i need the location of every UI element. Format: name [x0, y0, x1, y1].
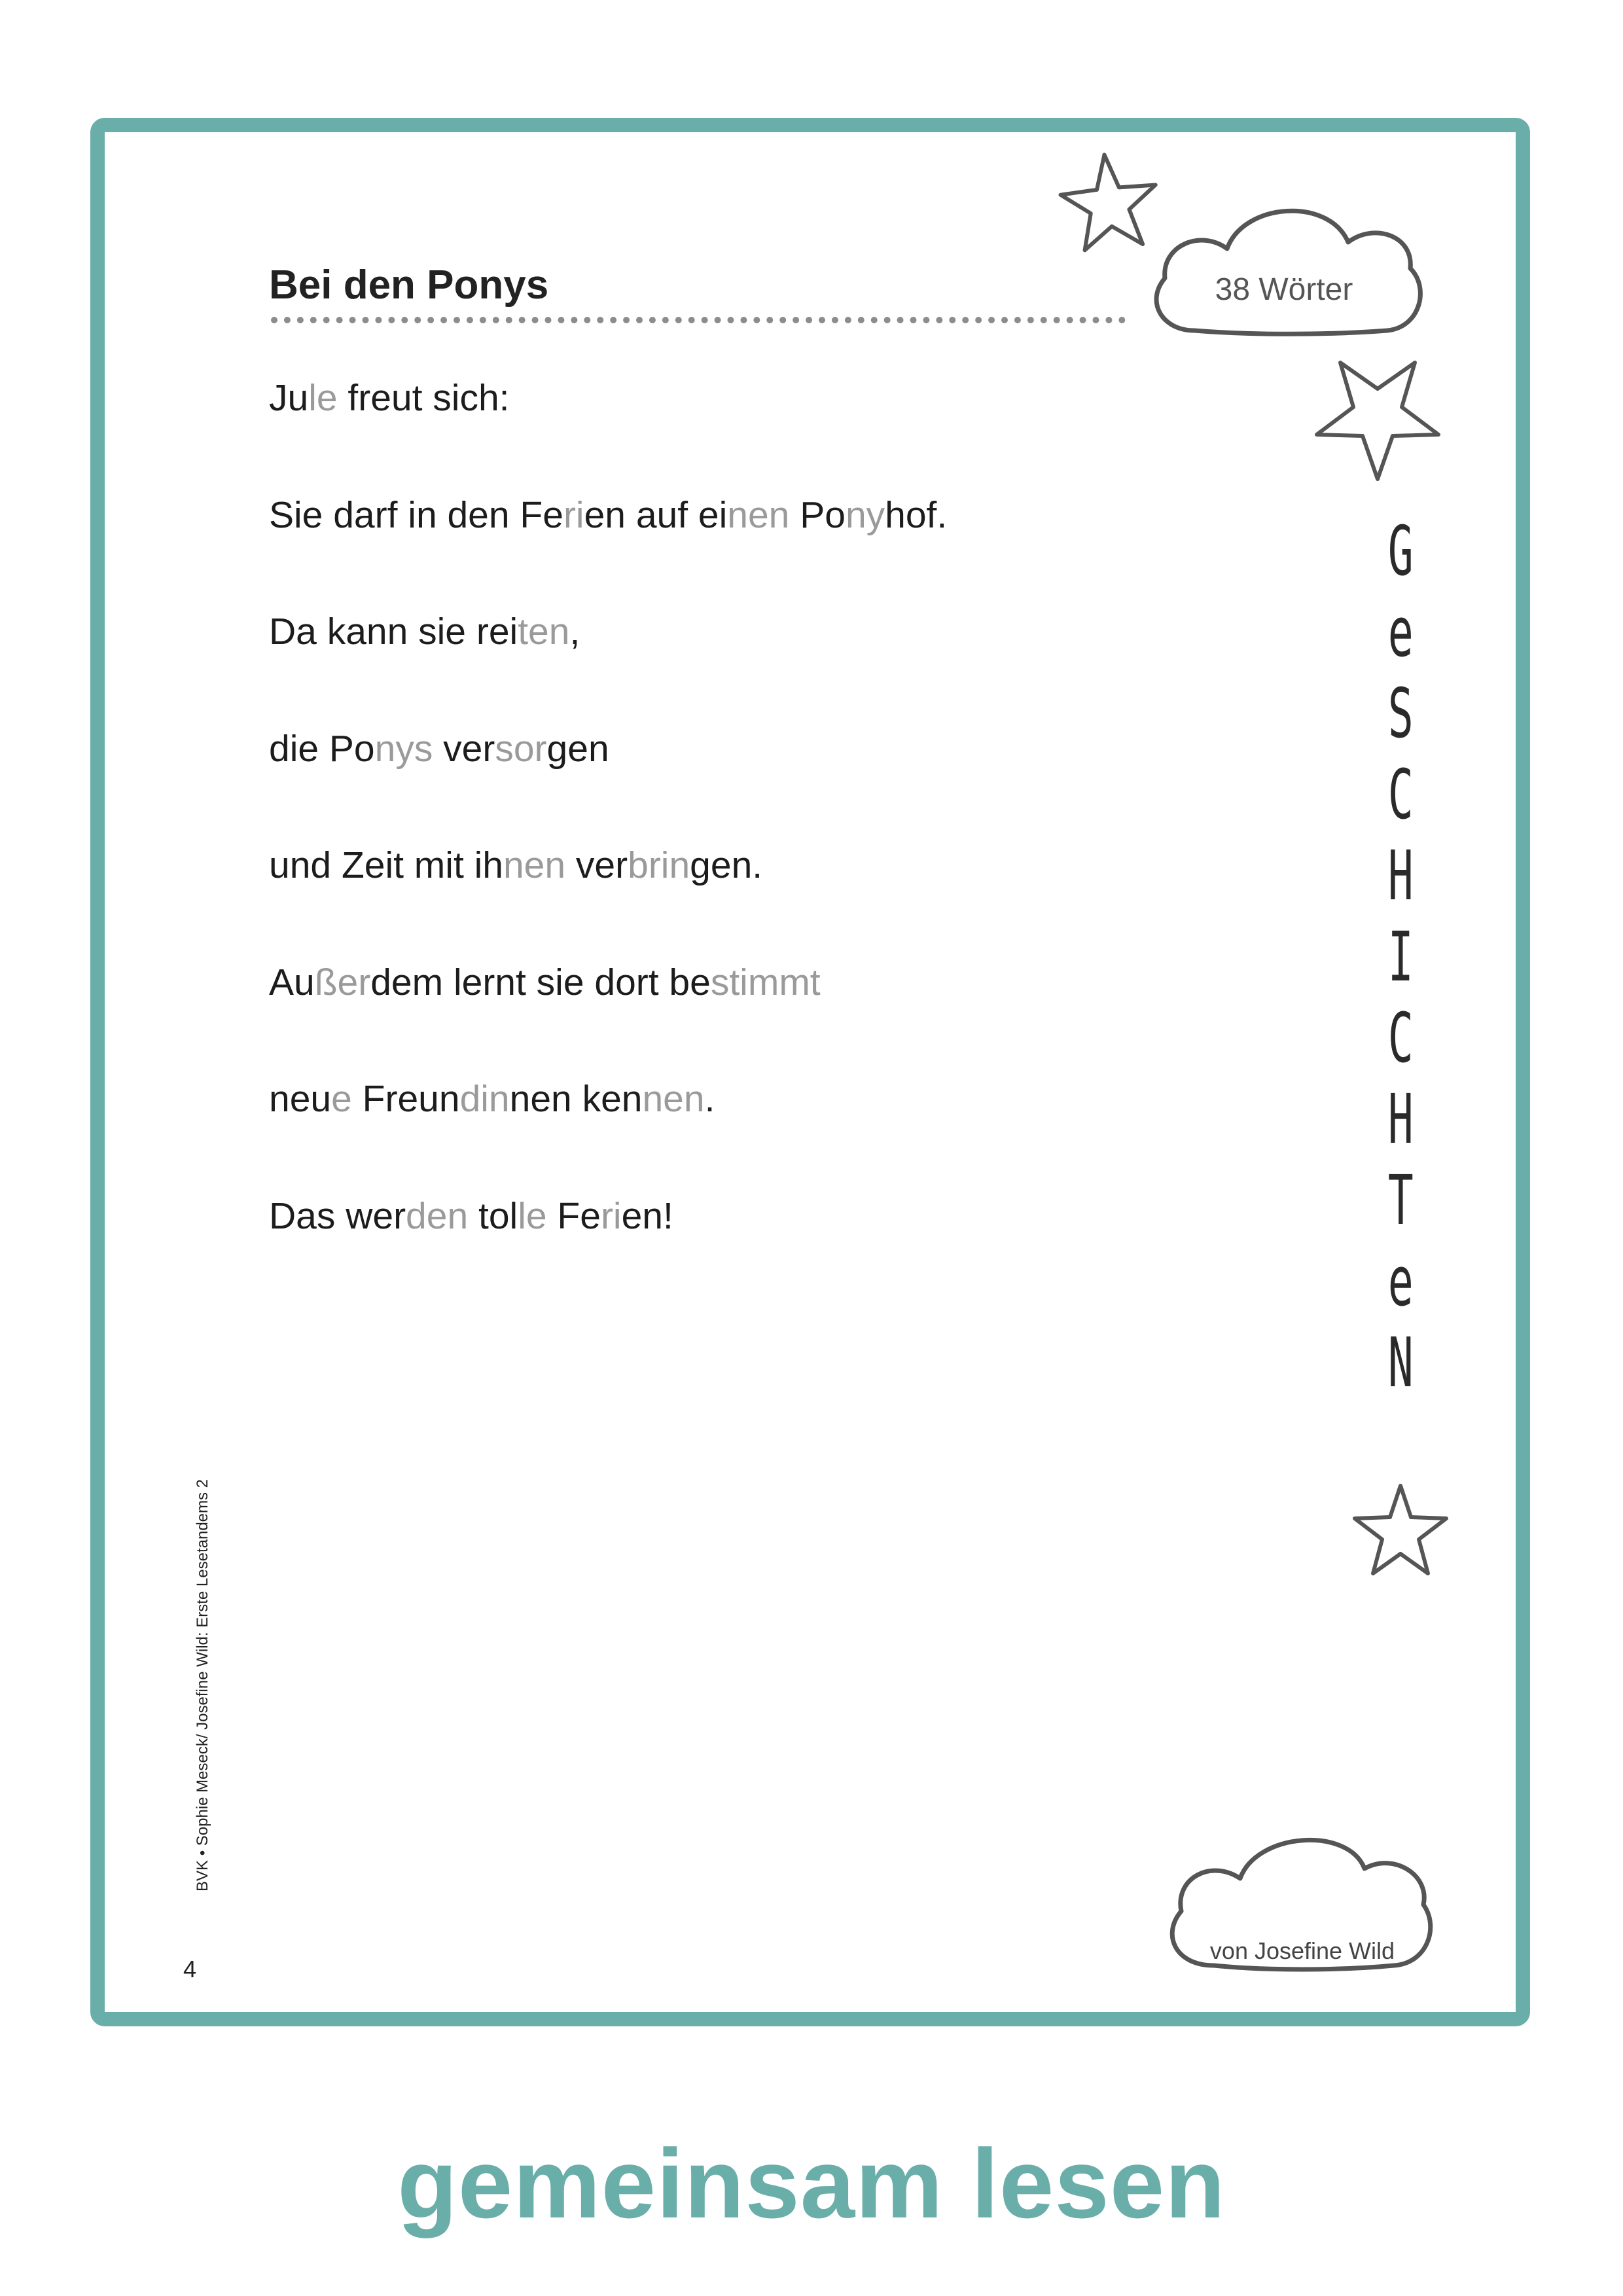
syllable-gray: den [406, 1194, 469, 1237]
syllable: die Po [269, 727, 375, 770]
story-line [269, 493, 947, 537]
syllable: Da kann sie rei [269, 611, 518, 653]
syllable: Po [789, 493, 846, 536]
vertical-letter: e [1387, 1242, 1414, 1321]
syllable-gray: ten [518, 611, 570, 653]
syllable-gray: stimmt [710, 961, 821, 1003]
syllable: ver [433, 727, 495, 770]
syllable: , [569, 611, 580, 653]
story-line [269, 1077, 715, 1121]
syllable-gray: sor [495, 727, 547, 770]
syllable-gray: nen [642, 1078, 705, 1120]
vertical-letter: H [1387, 836, 1414, 916]
story-line [269, 376, 510, 420]
syllable: hof. [885, 493, 948, 536]
syllable: gen. [690, 844, 763, 886]
syllable: en! [621, 1194, 673, 1237]
syllable-gray: ri [600, 1194, 622, 1237]
story-line [269, 960, 821, 1005]
syllable: ver [565, 844, 628, 886]
syllable: Sie darf in den Fe [269, 493, 563, 536]
syllable-gray: ny [845, 493, 885, 536]
story-line [269, 1194, 673, 1238]
syllable: Fe [546, 1194, 601, 1237]
syllable-gray: le [308, 377, 338, 419]
vertical-letter: C [1387, 998, 1414, 1078]
story-line [269, 726, 609, 771]
publisher-credit: BVK • Sophie Meseck/ Josefine Wild: Erste Lesetandems 2 [194, 1479, 211, 1892]
star-icon-middle [1309, 353, 1446, 484]
syllable-gray: nen [503, 844, 566, 886]
vertical-letter: T [1387, 1160, 1414, 1240]
syllable-gray: le [518, 1194, 547, 1237]
syllable-gray: ri [563, 493, 584, 536]
syllable: und Zeit mit ih [269, 844, 503, 886]
vertical-letter: S [1387, 673, 1414, 753]
syllable: neu [269, 1078, 332, 1120]
syllable-gray: din [459, 1078, 510, 1120]
syllable-gray: nen [727, 493, 790, 536]
syllable: freut sich: [337, 377, 510, 419]
syllable: . [704, 1078, 715, 1120]
vertical-letter: C [1387, 755, 1414, 834]
vertical-letter: G [1387, 511, 1414, 591]
syllable: gen [546, 727, 609, 770]
syllable: tol [468, 1194, 518, 1237]
syllable: Au [269, 961, 315, 1003]
vertical-letter: H [1387, 1079, 1414, 1159]
word-count-badge: 38 Wörter [1215, 272, 1353, 307]
syllable: en auf ei [584, 493, 728, 536]
author-credit: von Josefine Wild [1209, 1937, 1395, 1964]
syllable: Das wer [269, 1194, 406, 1237]
vertical-letter: I [1387, 917, 1414, 997]
syllable: dem lernt sie dort be [370, 961, 711, 1003]
syllable-gray: e [331, 1078, 352, 1120]
footer-slogan: gemeinsam lesen [397, 2128, 1226, 2238]
vertical-letter: N [1387, 1323, 1414, 1403]
syllable-gray: nys [374, 727, 433, 770]
vertical-word-geschichten [1361, 511, 1440, 1403]
syllable: nen ken [509, 1078, 643, 1120]
star-icon-bottom [1348, 1480, 1453, 1579]
title-dotted-underline [271, 317, 1126, 323]
page-number: 4 [183, 1956, 197, 1982]
syllable-gray: ßer [314, 961, 371, 1003]
vertical-letter: e [1387, 592, 1414, 672]
syllable: Freun [351, 1078, 460, 1120]
story-line [269, 609, 580, 654]
story-title: Bei den Ponys [269, 262, 549, 308]
story-line [269, 843, 762, 888]
syllable-gray: brin [628, 844, 690, 886]
syllable: Ju [269, 377, 309, 419]
